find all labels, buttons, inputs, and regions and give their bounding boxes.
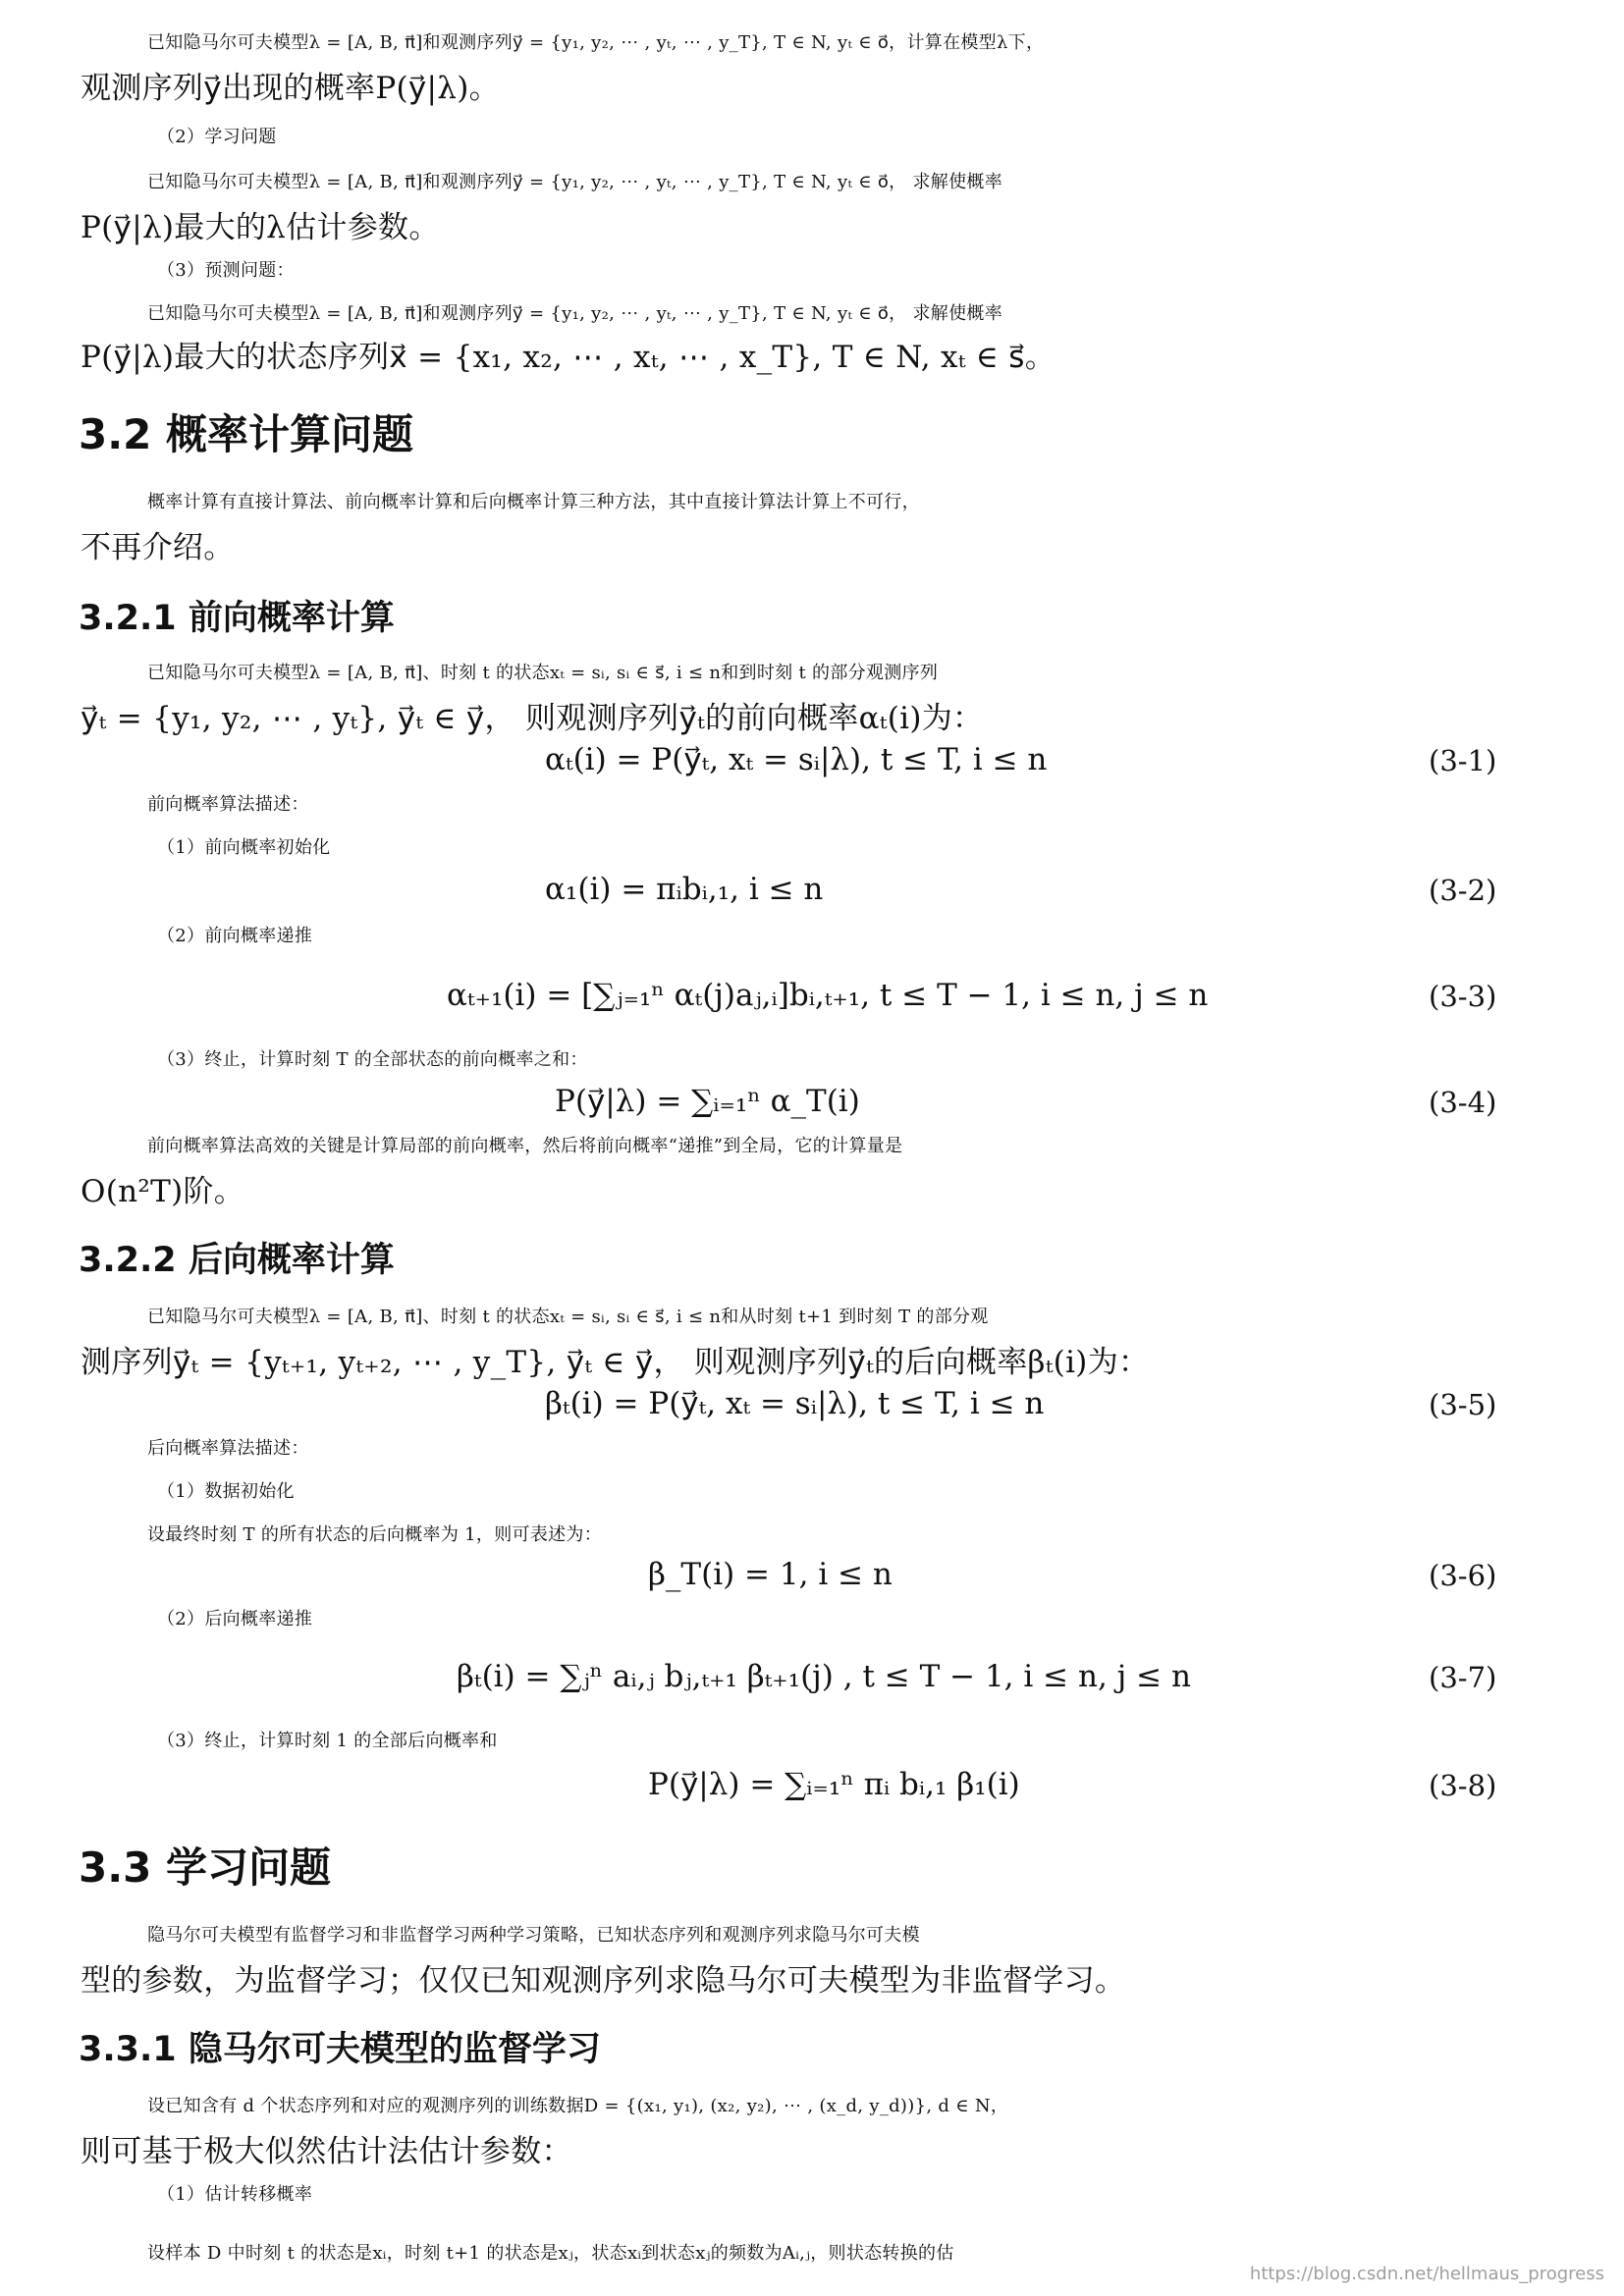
list-item: （2）学习问题 [157,127,277,147]
paragraph-line: 型的参数，为监督学习；仅仅已知观测序列求隐马尔可夫模型为非监督学习。 [81,1963,1126,1999]
paragraph-line: 已知隐马尔可夫模型λ = [A, B, π⃗]和观测序列y⃗ = {y₁, y₂, ⋯ , yₜ, ⋯ , y_T}, T ∈ N, yₜ ∈ o⃗， 求解使概率 [147,303,1002,324]
paragraph-line: 观测序列y⃗出现的概率P(y⃗|λ)。 [81,71,500,106]
list-item: （3）终止，计算时刻 T 的全部状态的前向概率之和： [157,1049,588,1070]
paragraph-line: 已知隐马尔可夫模型λ = [A, B, π⃗]和观测序列y⃗ = {y₁, y₂, ⋯ , yₜ, ⋯ , y_T}, T ∈ N, yₜ ∈ o⃗， 求解使概率 [147,172,1002,192]
equation-number: (3-4) [1429,1086,1497,1119]
subsection-heading: 3.2.2 后向概率计算 [79,1241,395,1280]
section-heading: 3.2 概率计算问题 [79,410,414,458]
paragraph-line: 已知隐马尔可夫模型λ = [A, B, π⃗]和观测序列y⃗ = {y₁, y₂, ⋯ , yₜ, ⋯ , y_T}, T ∈ N, yₜ ∈ o⃗，计算在模型λ下， [147,32,1045,53]
equation: β_T(i) = 1, i ≤ n [648,1557,893,1592]
watermark: https://blog.csdn.net/hellmaus_progress [1249,2264,1604,2284]
equation-number: (3-5) [1429,1388,1497,1421]
equation-number: (3-8) [1429,1769,1497,1802]
paragraph-line: P(y⃗|λ)最大的λ估计参数。 [81,210,440,245]
subsection-heading: 3.2.1 前向概率计算 [79,599,395,638]
paragraph-line: O(n²T)阶。 [81,1174,245,1209]
paragraph-line: 设已知含有 d 个状态序列和对应的观测序列的训练数据D = {(x₁, y₁), (x₂, y₂), ⋯ , (x_d, y_d))}, d ∈ N， [147,2096,1009,2116]
equation-number: (3-6) [1429,1559,1497,1592]
list-item: （2）后向概率递推 [157,1609,313,1629]
equation-number: (3-1) [1429,744,1497,777]
equation: α₁(i) = πᵢbᵢ,₁, i ≤ n [545,872,824,907]
paragraph-line: 设最终时刻 T 的所有状态的后向概率为 1，则可表述为： [147,1524,603,1545]
paragraph-line: 概率计算有直接计算法、前向概率计算和后向概率计算三种方法，其中直接计算法计算上不可行， [147,492,920,512]
equation: αₜ(i) = P(y⃗ₜ, xₜ = sᵢ|λ), t ≤ T, i ≤ n [545,742,1048,777]
paragraph-line: 测序列y⃗ₜ = {yₜ₊₁, yₜ₊₂, ⋯ , y_T}, y⃗ₜ ∈ y⃗， 则观测序列y⃗ₜ的后向概率βₜ(i)为： [81,1345,1150,1380]
paragraph-line: 设样本 D 中时刻 t 的状态是xᵢ，时刻 t+1 的状态是xⱼ，状态xᵢ到状态xⱼ的频数为Aᵢ,ⱼ，则状态转换的估 [147,2243,954,2264]
list-item: （2）前向概率递推 [157,926,313,946]
paragraph-line: 后向概率算法描述： [147,1438,309,1459]
paragraph-line: 不再介绍。 [81,530,235,565]
subsection-heading: 3.3.1 隐马尔可夫模型的监督学习 [79,2030,601,2069]
paragraph-line: P(y⃗|λ)最大的状态序列x⃗ = {x₁, x₂, ⋯ , xₜ, ⋯ , x_T}, T ∈ N, xₜ ∈ s⃗。 [81,340,1056,375]
list-item: （3）终止，计算时刻 1 的全部后向概率和 [157,1731,498,1751]
equation-number: (3-3) [1429,980,1497,1013]
paragraph-line: 隐马尔可夫模型有监督学习和非监督学习两种学习策略，已知状态序列和观测序列求隐马尔可夫模 [147,1925,920,1946]
list-item: （3）预测问题： [157,260,295,281]
list-item: （1）估计转移概率 [157,2184,313,2205]
paragraph-line: 前向概率算法描述： [147,794,309,815]
equation: αₜ₊₁(i) = [∑ⱼ₌₁ⁿ αₜ(j)aⱼ,ᵢ]bᵢ,ₜ₊₁, t ≤ T − 1, i ≤ n, j ≤ n [447,978,1209,1013]
equation: βₜ(i) = P(y⃗ₜ, xₜ = sᵢ|λ), t ≤ T, i ≤ n [545,1386,1045,1421]
equation: P(y⃗|λ) = ∑ᵢ₌₁ⁿ πᵢ bᵢ,₁ β₁(i) [648,1767,1020,1802]
paragraph-line: 已知隐马尔可夫模型λ = [A, B, π⃗]、时刻 t 的状态xₜ = sᵢ, sᵢ ∈ s⃗, i ≤ n和从时刻 t+1 到时刻 T 的部分观 [147,1307,989,1327]
list-item: （1）数据初始化 [157,1481,295,1502]
paragraph-line: 前向概率算法高效的关键是计算局部的前向概率，然后将前向概率“递推”到全局，它的计算量是 [147,1136,903,1156]
equation: βₜ(i) = ∑ⱼⁿ aᵢ,ⱼ bⱼ,ₜ₊₁ βₜ₊₁(j) , t ≤ T − 1, i ≤ n, j ≤ n [457,1659,1191,1694]
equation-number: (3-7) [1429,1661,1497,1694]
paragraph-line: 则可基于极大似然估计法估计参数： [81,2134,572,2169]
section-heading: 3.3 学习问题 [79,1843,332,1892]
paragraph-line: 已知隐马尔可夫模型λ = [A, B, π⃗]、时刻 t 的状态xₜ = sᵢ, sᵢ ∈ s⃗, i ≤ n和到时刻 t 的部分观测序列 [147,663,939,683]
paragraph-line: y⃗ₜ = {y₁, y₂, ⋯ , yₜ}, y⃗ₜ ∈ y⃗， 则观测序列y⃗ₜ的前向概率αₜ(i)为： [81,701,984,736]
equation: P(y⃗|λ) = ∑ᵢ₌₁ⁿ α_T(i) [555,1084,860,1119]
equation-number: (3-2) [1429,874,1497,907]
list-item: （1）前向概率初始化 [157,837,331,858]
